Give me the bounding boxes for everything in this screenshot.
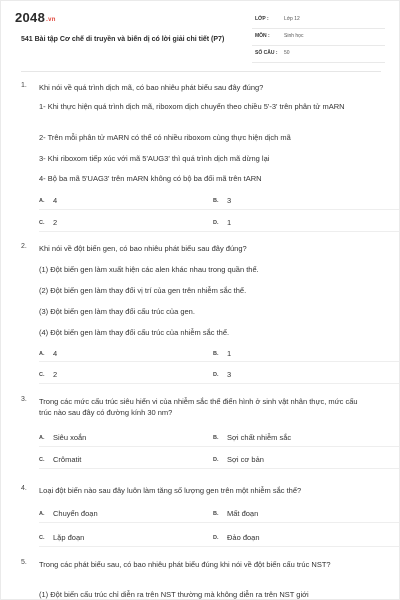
question-text: Loại đột biến nào sau đây luôn làm tăng số lượng gen trên một nhiễm sắc thể?: [39, 486, 302, 495]
option-d[interactable]: [213, 455, 264, 464]
option-letter: D.: [213, 457, 219, 463]
header-divider: [21, 71, 381, 72]
option-d[interactable]: [213, 218, 231, 227]
option-text: 4: [53, 196, 58, 205]
option-b[interactable]: [213, 196, 231, 205]
option-divider: [39, 361, 399, 362]
option-c[interactable]: [39, 218, 57, 227]
option-letter: B.: [213, 511, 219, 517]
option-a[interactable]: [39, 509, 98, 518]
statement: 1- Khi thực hiện quá trình dịch mã, riboxom dịch chuyển theo chiều 5'-3' trên phân tử mARN: [39, 102, 345, 111]
meta-row-count: [252, 48, 385, 63]
question-text: Trong các mức cấu trúc siêu hiển vi của nhiễm sắc thể điển hình ở sinh vật nhân thực, mức cấu trúc nào sau đây có đường kính 30 nm?: [39, 397, 358, 417]
statement: (1) Đột biến cấu trúc chỉ diễn ra trên NST thường mà không diễn ra trên NST giới: [39, 590, 309, 599]
option-text: 3: [227, 196, 232, 205]
statement: 3- Khi riboxom tiếp xúc với mã 5'AUG3' thì quá trình dịch mã dừng lại: [39, 154, 270, 163]
option-letter: D.: [213, 372, 219, 378]
option-letter: B.: [213, 351, 219, 357]
option-a[interactable]: [39, 433, 86, 442]
option-divider: [39, 209, 399, 210]
question-number: 2.: [21, 243, 27, 250]
meta-key: LỚP :: [255, 16, 269, 22]
option-text: Mất đoạn: [227, 509, 259, 518]
logo-suffix: .vn: [46, 17, 56, 23]
option-letter: A.: [39, 435, 45, 441]
option-letter: A.: [39, 511, 45, 517]
option-text: Đảo đoạn: [227, 533, 260, 542]
option-text: 1: [227, 218, 232, 227]
statement: 4- Bộ ba mã 5'UAG3' trên mARN không có bộ ba đối mã trên tARN: [39, 174, 262, 183]
question-number: 5.: [21, 559, 27, 566]
option-letter: A.: [39, 351, 45, 357]
option-b[interactable]: [213, 349, 231, 358]
option-divider: [39, 468, 399, 469]
option-letter: B.: [213, 198, 219, 204]
statement: (4) Đột biến gen làm thay đổi cấu trúc của nhiễm sắc thể.: [39, 328, 230, 337]
option-letter: D.: [213, 535, 219, 541]
option-text: 4: [53, 349, 58, 358]
option-a[interactable]: [39, 349, 57, 358]
meta-value: 50: [284, 50, 290, 56]
option-text: 2: [53, 370, 58, 379]
option-c[interactable]: [39, 370, 57, 379]
meta-row-class: [252, 14, 385, 29]
option-d[interactable]: [213, 533, 260, 542]
question-number: 3.: [21, 396, 27, 403]
option-divider: [39, 231, 399, 232]
document-meta: [252, 14, 385, 65]
option-b[interactable]: [213, 433, 291, 442]
option-letter: B.: [213, 435, 219, 441]
option-text: Lặp đoạn: [53, 533, 85, 542]
option-letter: D.: [213, 220, 219, 226]
option-text: Sợi cơ bản: [227, 455, 264, 464]
option-text: Siêu xoắn: [53, 433, 87, 442]
option-letter: C.: [39, 220, 45, 226]
option-letter: C.: [39, 372, 45, 378]
option-text: Crômatit: [53, 455, 82, 464]
document-header: [1, 1, 400, 71]
option-text: 3: [227, 370, 232, 379]
option-text: 2: [53, 218, 58, 227]
question-text: Trong các phát biểu sau, có bao nhiêu phát biểu đúng khi nói về đột biến cấu trúc NST?: [39, 560, 331, 569]
statement: 2- Trên mỗi phân tử mARN có thể có nhiều riboxom cùng thực hiện dịch mã: [39, 133, 291, 142]
logo-text: 2048: [15, 10, 46, 25]
statement: (3) Đột biến gen làm thay đổi cấu trúc của gen.: [39, 307, 195, 316]
meta-value: Lớp 12: [284, 16, 300, 22]
option-text: 1: [227, 349, 232, 358]
meta-key: SỐ CÂU :: [255, 50, 278, 56]
statement: (1) Đột biến gen làm xuất hiện các alen khác nhau trong quần thể.: [39, 265, 259, 274]
statement: (2) Đột biến gen làm thay đổi vị trí của gen trên nhiễm sắc thể.: [39, 286, 247, 295]
option-c[interactable]: [39, 533, 84, 542]
meta-row-subject: [252, 31, 385, 46]
option-divider: [39, 546, 399, 547]
option-text: Chuyển đoạn: [53, 509, 98, 518]
option-letter: A.: [39, 198, 45, 204]
option-divider: [39, 446, 399, 447]
question-text: Khi nói về quá trình dịch mã, có bao nhiêu phát biểu sau đây đúng?: [39, 83, 264, 92]
site-logo[interactable]: [15, 10, 56, 25]
option-letter: C.: [39, 457, 45, 463]
option-a[interactable]: [39, 196, 57, 205]
option-c[interactable]: [39, 455, 81, 464]
option-d[interactable]: [213, 370, 231, 379]
document-title: 541 Bài tập Cơ chế di truyền và biến dị có lời giải chi tiết (P7): [21, 36, 225, 43]
option-letter: C.: [39, 535, 45, 541]
option-divider: [39, 383, 399, 384]
meta-value: Sinh học: [284, 33, 304, 39]
option-b[interactable]: [213, 509, 258, 518]
option-divider: [39, 522, 399, 523]
option-text: Sợi chất nhiễm sắc: [227, 433, 292, 442]
question-text: Khi nói về đột biến gen, có bao nhiêu phát biểu sau đây đúng?: [39, 244, 247, 253]
question-number: 4.: [21, 485, 27, 492]
question-number: 1.: [21, 82, 27, 89]
meta-key: MÔN :: [255, 33, 270, 39]
